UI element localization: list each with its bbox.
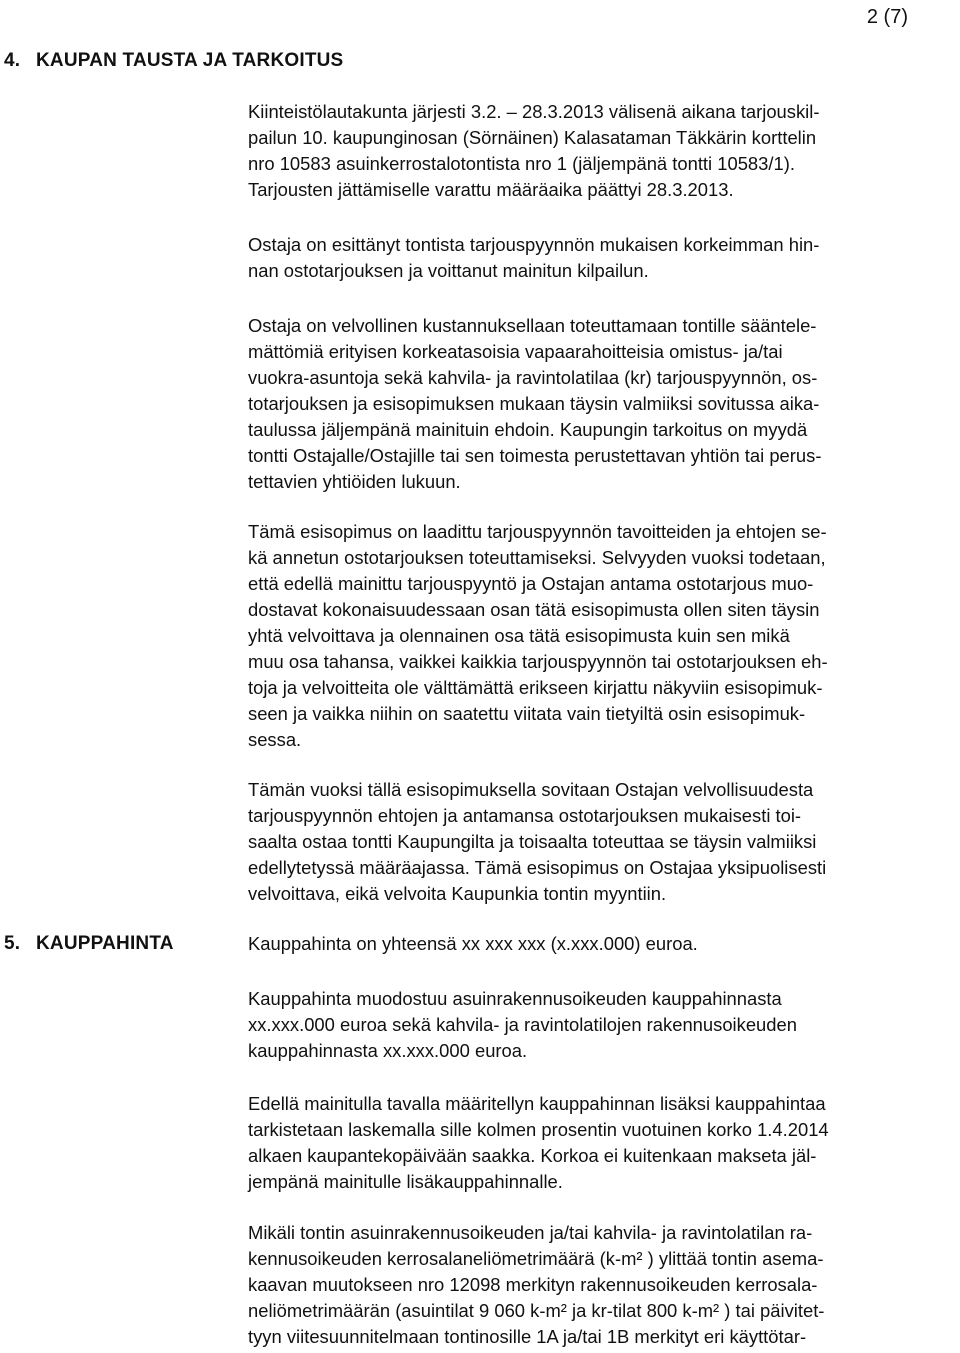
text-line: nro 10583 asuinkerrostalotontista nro 1 (jäljempänä tontti 10583/1). [248, 153, 795, 174]
text-line: velvoittava, eikä velvoita Kaupunkia tontin myyntiin. [248, 883, 667, 904]
section-4-number: 4. [4, 50, 21, 71]
section-4-heading [4, 48, 343, 74]
text-line: tettavien yhtiöiden lukuun. [248, 471, 461, 492]
section-5-paragraph-1 [248, 931, 954, 957]
section-5-title: KAUPPAHINTA [36, 933, 174, 954]
section-4-paragraph-3 [248, 313, 954, 495]
section-5-heading [4, 931, 174, 957]
section-5-paragraph-3 [248, 1091, 954, 1195]
text-line: vuokra-asuntoja sekä kahvila- ja ravintolatilaa (kr) tarjouspyynnön, os- [248, 367, 818, 388]
section-4-title: KAUPAN TAUSTA JA TARKOITUS [36, 50, 344, 71]
text-line: kauppahinnasta xx.xxx.000 euroa. [248, 1040, 528, 1061]
text-line: yhtä velvoittava ja olennainen osa tätä esisopimusta kuin sen mikä [248, 625, 790, 646]
text-line: kaavan muutokseen nro 12098 merkityn rakennusoikeuden kerrosala- [248, 1274, 818, 1295]
section-4-paragraph-5 [248, 777, 954, 907]
text-line: Tämä esisopimus on laadittu tarjouspyynnön tavoitteiden ja ehtojen se- [248, 521, 827, 542]
text-line: Kauppahinta muodostuu asuinrakennusoikeuden kauppahinnasta [248, 988, 782, 1009]
text-line: kä annetun ostotarjouksen toteuttamiseksi. Selvyyden vuoksi todetaan, [248, 547, 826, 568]
text-line: taulussa jäljempänä mainituin ehdoin. Kaupungin tarkoitus on myydä [248, 419, 808, 440]
text-line: Kauppahinta on yhteensä xx xxx xxx (x.xxx.000) euroa. [248, 933, 698, 954]
text-line: pailun 10. kaupunginosan (Sörnäinen) Kalasataman Täkkärin korttelin [248, 127, 817, 148]
text-line: kennusoikeuden kerrosalaneliömetrimäärä (k-m² ) ylittää tontin asema- [248, 1248, 824, 1269]
text-line: neliömetrimäärän (asuintilat 9 060 k-m² ja kr-tilat 800 k-m² ) tai päivitet- [248, 1300, 825, 1321]
text-line: tarjouspyynnön ehtojen ja antamansa ostotarjouksen mukaisesti toi- [248, 805, 802, 826]
section-5-paragraph-2 [248, 986, 954, 1064]
text-line: saalta ostaa tontti Kaupungilta ja toisaalta toteuttaa se täysin valmiiksi [248, 831, 817, 852]
text-line: Edellä mainitulla tavalla määritellyn kauppahinnan lisäksi kauppahintaa [248, 1093, 826, 1114]
text-line: mättömiä erityisen korkeatasoisia vapaarahoitteisia omistus- ja/tai [248, 341, 783, 362]
text-line: että edellä mainittu tarjouspyyntö ja Ostajan antama ostotarjous muo- [248, 573, 814, 594]
text-line: toja ja velvoitteita ole välttämättä erikseen kirjattu näkyviin esisopimuk- [248, 677, 823, 698]
section-4-paragraph-2 [248, 232, 954, 284]
text-line: nan ostotarjouksen ja voittanut mainitun kilpailun. [248, 260, 649, 281]
page-number: 2 (7) [866, 6, 908, 28]
section-4-paragraph-1 [248, 99, 954, 203]
text-line: Ostaja on esittänyt tontista tarjouspyynnön mukaisen korkeimman hin- [248, 234, 820, 255]
text-line: muu osa tahansa, vaikkei kaikkia tarjouspyynnön tai ostotarjouksen eh- [248, 651, 828, 672]
section-4-paragraph-4 [248, 519, 954, 753]
text-line: xx.xxx.000 euroa sekä kahvila- ja ravintolatilojen rakennusoikeuden [248, 1014, 797, 1035]
text-line: jempänä mainitulle lisäkauppahinnalle. [248, 1171, 563, 1192]
text-line: alkaen kaupantekopäivään saakka. Korkoa ei kuitenkaan makseta jäl- [248, 1145, 817, 1166]
text-line: Mikäli tontin asuinrakennusoikeuden ja/tai kahvila- ja ravintolatilan ra- [248, 1222, 813, 1243]
text-line: Tarjousten jättämiselle varattu määräaika päättyi 28.3.2013. [248, 179, 734, 200]
text-line: tarkistetaan laskemalla sille kolmen prosentin vuotuinen korko 1.4.2014 [248, 1119, 829, 1140]
text-line: dostavat kokonaisuudessaan osan tätä esisopimusta ollen siten täysin [248, 599, 820, 620]
text-line: seen ja vaikka niihin on saatettu viitata vain tietyiltä osin esisopimuk- [248, 703, 806, 724]
text-line: Kiinteistölautakunta järjesti 3.2. – 28.3.2013 välisenä aikana tarjouskil- [248, 101, 820, 122]
text-line: totarjouksen ja esisopimuksen mukaan täysin valmiiksi sovitussa aika- [248, 393, 820, 414]
text-line: tontti Ostajalle/Ostajille tai sen toimesta perustettavan yhtiön tai perus- [248, 445, 822, 466]
text-line: tyyn viitesuunnitelmaan tontinosille 1A ja/tai 1B merkityt eri käyttötar- [248, 1326, 807, 1347]
text-line: Ostaja on velvollinen kustannuksellaan toteuttamaan tontille sääntele- [248, 315, 817, 336]
text-line: Tämän vuoksi tällä esisopimuksella sovitaan Ostajan velvollisuudesta [248, 779, 814, 800]
section-5-paragraph-4 [248, 1220, 954, 1350]
text-line: sessa. [248, 729, 302, 750]
text-line: edellytetyssä määräajassa. Tämä esisopimus on Ostajaa yksipuolisesti [248, 857, 827, 878]
section-5-number: 5. [4, 933, 21, 954]
